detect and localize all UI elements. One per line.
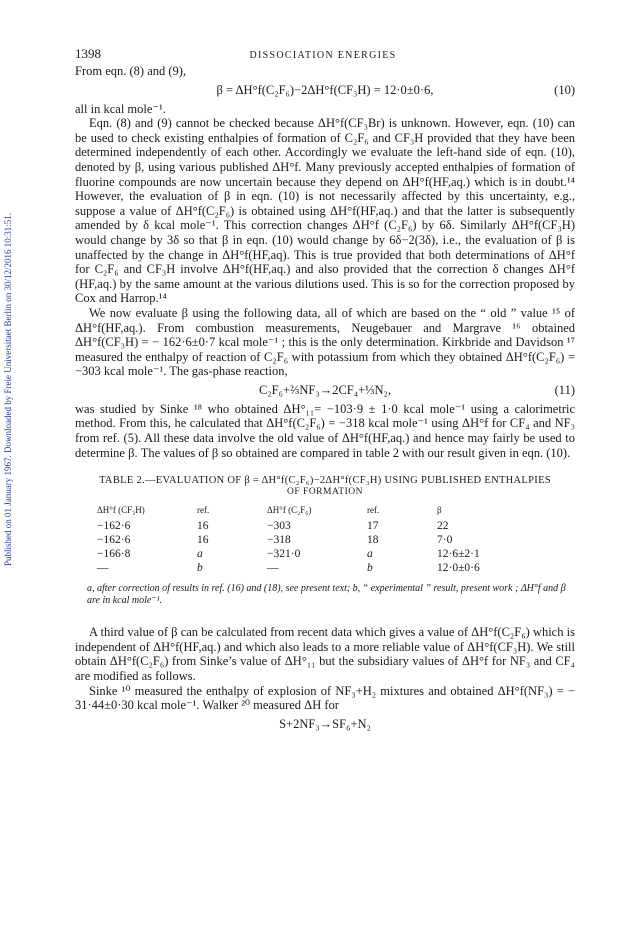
paragraph-sinke: was studied by Sinke ¹⁸ who obtained ΔH°₁₁= −103·9 ± 1·0 kcal mole⁻¹ using a calorimetric method. From this, he calculated that ΔH°f(C₂F₆) = −318 kcal mole⁻¹ using ΔH°f for CF₄ and NF₃ from ref. (5). All these data involve the old value of ΔH°f(HF,aq.) and hence may fairly be used to determine β. The values of β so obtained are compared in table 2 with our result given in eqn. (10). — [75, 401, 575, 460]
page-header — [75, 46, 575, 64]
equation-11-expression: C₂F₆+⅔NF₃→2CF₄+⅓N₂, — [258, 382, 392, 397]
table-footnote: a, after correction of results in ref. (16) and (18), see present text; b, “ experimental ” result, present work ; ΔH°f and β are in kcal mole⁻¹. — [87, 583, 566, 607]
equation-11-number: (11) — [554, 382, 575, 397]
table-cell: 7·0 — [437, 534, 453, 547]
header-ref-1: ref. — [197, 505, 210, 516]
header-dhf-c2f6: ΔH°f (C₂F₆) — [267, 505, 312, 516]
table-subtitle: OF FORMATION — [287, 487, 363, 498]
table-cell: −162·6 — [97, 534, 131, 547]
table-cell: −303 — [267, 520, 291, 533]
table-cell: −166·8 — [97, 548, 131, 561]
paragraph-evaluate-beta: We now evaluate β using the following data, all of which are based on the “ old ” value ¹⁵ of ΔH°f(HF,aq.). From combustion measurements, Neugebauer and Margrave ¹⁶ obtained ΔH°f(CF₃H) = − 162·6±0·7 kcal mole⁻¹ ; this is the only determination. Kirkbride and Davidson ¹⁷ measured the enthalpy of reaction of C₂F₆ with potassium from which they obtained ΔH°f(C₂F₆) = −303 kcal mole⁻¹. The gas-phase reaction, — [75, 305, 575, 379]
header-ref-2: ref. — [367, 505, 380, 516]
paragraph-units: all in kcal mole⁻¹. — [75, 101, 166, 116]
table-cell: b — [367, 562, 373, 575]
running-head: DISSOCIATION ENERGIES — [249, 50, 397, 61]
table-title: TABLE 2.—EVALUATION OF β = ΔH°f(C₂F₆)−2ΔH°f(CF₃H) USING PUBLISHED ENTHALPIES — [99, 475, 551, 487]
header-dhf-cf3h: ΔH°f (CF₃H) — [97, 505, 145, 516]
page-number: 1398 — [75, 46, 101, 61]
paragraph-intro: From eqn. (8) and (9), — [75, 64, 187, 78]
table-row — [97, 519, 527, 533]
table-cell: 16 — [197, 534, 209, 547]
table-header-row — [97, 503, 527, 519]
equation-11 — [75, 383, 575, 398]
table-cell: b — [197, 562, 203, 575]
table-row — [97, 561, 527, 575]
table-cell: −318 — [267, 534, 291, 547]
table-cell: 12·6±2·1 — [437, 548, 480, 561]
table-cell: −321·0 — [267, 548, 301, 561]
table-cell: — — [267, 562, 279, 575]
table-cell: 17 — [367, 520, 379, 533]
table-row — [97, 533, 527, 547]
equation-12-expression: S+2NF₃→SF₆+N₂ — [279, 716, 371, 731]
download-notice: Published on 01 January 1967. Downloaded by Freie Universitaet Berlin on 30/12/2016 10:31:51. — [3, 213, 13, 567]
table-cell: 16 — [197, 520, 209, 533]
header-beta: β — [437, 505, 442, 516]
paragraph-third-value: A third value of β can be calculated from recent data which gives a value of ΔH°f(C₂F₆) which is independent of ΔH°f(HF,aq.) and which also leads to a more reliable value of ΔH°f(CF₃H). We still obtain ΔH°f(C₂F₆) from Sinke’s value of ΔH°₁₁ but the subsidiary values of ΔH°f for NF₃ and CF₄ are modified as follows. — [75, 625, 575, 684]
table-cell: −162·6 — [97, 520, 131, 533]
table-cell: 22 — [437, 520, 449, 533]
paragraph-eqn-check: Eqn. (8) and (9) cannot be checked because ΔH°f(CF₃Br) is unknown. However, eqn. (10) can be used to check existing enthalpies of formation of C₂F₆ and CF₃H provided that they have been determined independently of each other. Accordingly we evaluate the left-hand side of eqn. (10), denoted by β, using various published ΔH°f. Many previously accepted enthalpies of formation of fluorine compounds are now uncertain because they depend on ΔH°f(HF,aq.) which is in doubt.¹⁴ However, the evaluation of β in eqn. (10) is not necessarily affected by this uncertainty, e.g., suppose a value of ΔH°f(C₂F₆) is obtained using ΔH°f(HF,aq.) and that the latter is subsequently amended by δ kcal mole⁻¹. This correction changes ΔH°f (C₂F₆) by 6δ. Similarly ΔH°f(CF₃H) would change by 3δ so that β in eqn. (10) would change by 6δ−2(3δ), i.e., the evaluation of β is unaffected by the change in ΔH°f(HF,aq). This is true provided that both determinations of ΔH°f for C₂F₆ and CF₃H involve ΔH°f(HF,aq.) and also provided that the correction δ changes ΔH°f (HF,aq.) by the same amount at the various dilutions used. This is so for the correction proposed by Cox and Harrop.¹⁴ — [75, 116, 575, 306]
table-row — [97, 547, 527, 561]
beta-table — [97, 503, 527, 575]
table-cell: a — [367, 548, 373, 561]
paragraph-nf3: Sinke ¹⁰ measured the enthalpy of explosion of NF₃+H₂ mixtures and obtained ΔH°f(NF₃) = − 31·44±0·30 kcal mole⁻¹. Walker ²⁰ measured ΔH for — [75, 683, 575, 713]
equation-10-number: (10) — [554, 82, 575, 97]
table-cell: 12·0±0·6 — [437, 562, 480, 575]
table-cell: a — [197, 548, 203, 561]
equation-12 — [75, 717, 575, 732]
equation-10 — [75, 83, 575, 98]
equation-10-expression: β = ΔH°f(C₂F₆)−2ΔH°f(CF₃H) = 12·0±0·6, — [216, 82, 434, 97]
table-cell: — — [97, 562, 109, 575]
journal-page — [75, 46, 575, 736]
table-cell: 18 — [367, 534, 379, 547]
